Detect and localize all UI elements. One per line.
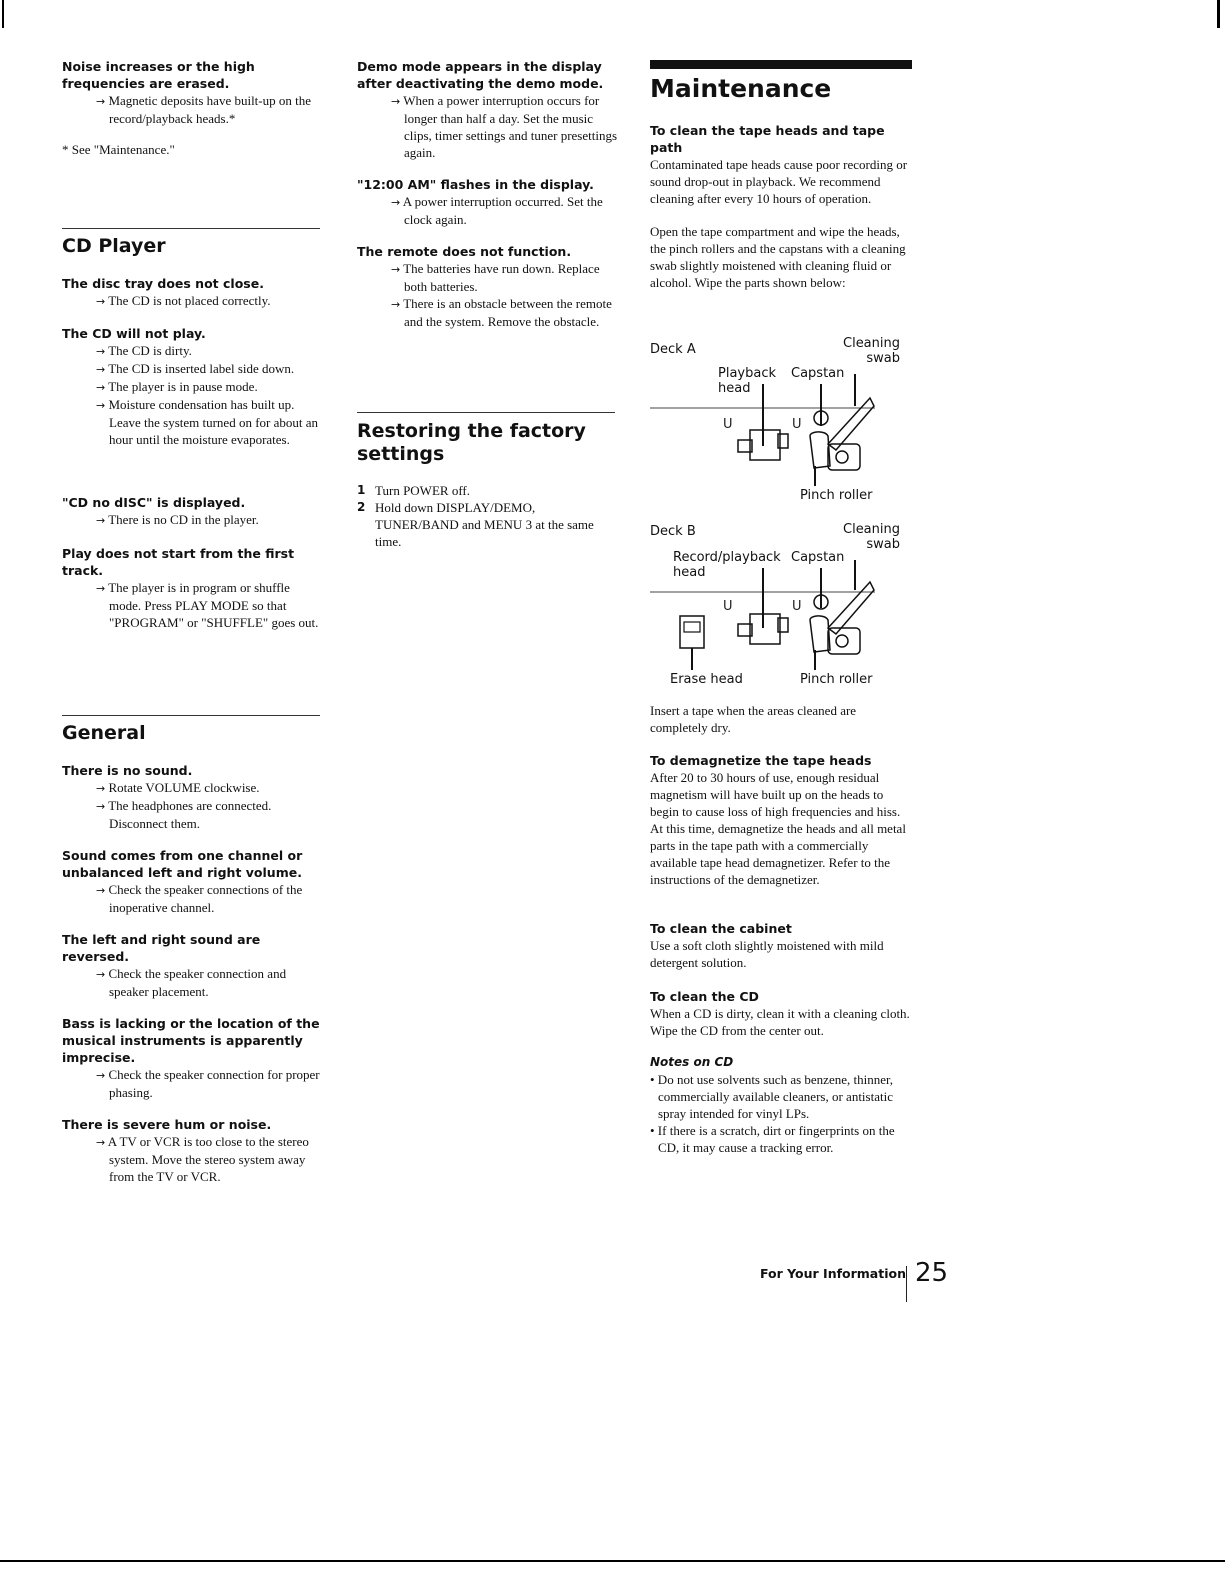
divider	[62, 715, 320, 716]
arrow-icon: →	[391, 95, 401, 108]
arrow-icon: →	[96, 968, 106, 981]
answer-text: The CD is dirty.	[108, 343, 192, 358]
question-title: "12:00 AM" flashes in the display.	[357, 177, 594, 192]
erase-label: Erase head	[670, 672, 743, 687]
clean-cabinet	[650, 920, 912, 971]
faq-first-track	[62, 545, 324, 631]
notes-list	[650, 1071, 912, 1156]
arrow-icon: →	[391, 298, 401, 311]
footer-section-label: For Your Information	[760, 1266, 906, 1281]
answer	[391, 260, 619, 330]
question-title: There is no sound.	[62, 763, 193, 778]
faq-noise	[62, 58, 324, 127]
roller-label: Pinch roller	[800, 488, 873, 503]
faq-play	[62, 325, 324, 448]
arrow-icon: →	[96, 1136, 106, 1149]
page-number: 25	[915, 1258, 949, 1288]
question-title: The left and right sound are reversed.	[62, 932, 261, 964]
question-title: The CD will not play.	[62, 326, 206, 341]
svg-text:U: U	[723, 599, 733, 614]
answer-text: The player is in program or shuffle mode. Press PLAY MODE so that "PROGRAM" or "SHUFFLE" goes out.	[108, 580, 319, 630]
arrow-icon: →	[96, 95, 106, 108]
arrow-icon: →	[96, 381, 106, 394]
answer-text: The headphones are connected. Disconnect them.	[108, 798, 272, 831]
answer-text: Check the speaker connection and speaker placement.	[108, 966, 287, 999]
faq-tray	[62, 275, 324, 310]
deck-b-drawing	[650, 520, 910, 692]
section-title-restoring: Restoring the factory settings	[357, 420, 586, 465]
answer	[96, 92, 324, 127]
scan-edge-mark-left	[2, 0, 4, 28]
svg-text:U: U	[723, 417, 733, 432]
answer-text: The player is in pause mode.	[108, 379, 258, 394]
step-number: 2	[357, 500, 366, 514]
divider	[357, 412, 615, 413]
question-title: Demo mode appears in the display after deactivating the demo mode.	[357, 59, 604, 91]
notes-on-cd	[650, 1054, 912, 1156]
answer	[96, 779, 324, 832]
demagnetize	[650, 752, 912, 888]
paragraph: Use a soft cloth slightly moistened with mild detergent solution.	[650, 938, 884, 970]
answer	[96, 881, 324, 916]
svg-text:U: U	[792, 417, 802, 432]
step-item	[357, 499, 619, 550]
clean-heads	[650, 122, 912, 291]
paragraph: After 20 to 30 hours of use, enough residual magnetism will have built up on the heads to begin to cause loss of high frequencies and hiss. At this time, demagnetize the heads and all metal parts in the tape path with a commercially available tape head demagnetizer. Refer to the instructions of the demagnetizer.	[650, 770, 906, 887]
step-text: Turn POWER off.	[375, 483, 470, 498]
capstan-label: Capstan	[791, 366, 845, 381]
answer	[96, 342, 324, 448]
answer-text: Check the speaker connections of the inoperative channel.	[108, 882, 303, 915]
answer	[96, 292, 324, 310]
answer-text: When a power interruption occurs for longer than half a day. Set the music clips, timer settings and tuner presettings again.	[403, 93, 618, 160]
answer-text: The batteries have run down. Replace both batteries.	[403, 261, 600, 294]
faq-one-channel	[62, 847, 324, 916]
arrow-icon: →	[96, 782, 106, 795]
paragraph: When a CD is dirty, clean it with a cleaning cloth. Wipe the CD from the center out.	[650, 1006, 910, 1038]
paragraph: Contaminated tape heads cause poor recording or sound drop-out in playback. We recommend cleaning after every 10 hours of operation.	[650, 157, 908, 206]
footer-divider	[906, 1266, 907, 1302]
subsection-title: To clean the CD	[650, 989, 759, 1004]
deck-label: Deck B	[650, 524, 696, 539]
step-item	[357, 482, 619, 499]
arrow-icon: →	[96, 514, 106, 527]
arrow-icon: →	[96, 884, 106, 897]
answer	[96, 965, 324, 1000]
svg-text:U: U	[792, 599, 802, 614]
scan-bottom-line	[0, 1560, 1225, 1562]
faq-remote	[357, 243, 619, 330]
list-item: • If there is a scratch, dirt or fingerprints on the CD, it may cause a tracking error.	[650, 1123, 895, 1155]
answer-text: The CD is inserted label side down.	[108, 361, 295, 376]
arrow-icon: →	[96, 800, 106, 813]
scan-edge-mark-right	[1217, 0, 1220, 28]
maintenance-bar	[650, 60, 912, 69]
answer	[391, 193, 619, 228]
question-title: There is severe hum or noise.	[62, 1117, 272, 1132]
roller-label: Pinch roller	[800, 672, 873, 687]
head-label: Record/playback head	[673, 550, 781, 580]
deck-a-drawing	[650, 336, 910, 508]
answer-text: Magnetic deposits have built-up on the record/playback heads.*	[108, 93, 312, 126]
paragraph: Open the tape compartment and wipe the heads, the pinch rollers and the capstans with a cleaning swab slightly moistened with cleaning fluid or alcohol. Wipe the parts shown below:	[650, 224, 906, 290]
head-label: Playback head	[718, 366, 777, 396]
question-title: The remote does not function.	[357, 244, 572, 259]
answer-text: There is no CD in the player.	[108, 512, 259, 527]
deck-a-diagram	[650, 336, 910, 508]
swab-label: Cleaning swab	[843, 522, 900, 552]
swab-label: Cleaning swab	[843, 336, 900, 366]
restore-steps	[357, 482, 619, 550]
answer	[391, 92, 619, 161]
answer-text: There is an obstacle between the remote and the system. Remove the obstacle.	[403, 296, 612, 329]
answer-text: Check the speaker connection for proper phasing.	[108, 1067, 320, 1100]
faq-clock	[357, 176, 619, 228]
answer-text: Moisture condensation has built up.	[108, 397, 295, 412]
answer-text: A TV or VCR is too close to the stereo system. Move the stereo system away from the TV or VCR.	[107, 1134, 309, 1184]
arrow-icon: →	[96, 1069, 106, 1082]
question-title: The disc tray does not close.	[62, 276, 264, 291]
faq-hum	[62, 1116, 324, 1185]
section-title-maintenance: Maintenance	[650, 74, 832, 103]
faq-reversed	[62, 931, 324, 1000]
clean-cd	[650, 988, 912, 1039]
section-title-cd-player: CD Player	[62, 235, 166, 257]
section-title-general: General	[62, 722, 146, 744]
answer-text: Leave the system turned on for about an hour until the moisture evaporates.	[109, 415, 319, 447]
answer-text: A power interruption occurred. Set the clock again.	[402, 194, 603, 227]
subsection-title: To clean the tape heads and tape path	[650, 123, 885, 155]
step-number: 1	[357, 483, 366, 497]
footnote: * See "Maintenance."	[62, 142, 175, 157]
faq-no-disc	[62, 494, 324, 529]
arrow-icon: →	[96, 399, 106, 412]
divider	[62, 228, 320, 229]
faq-demo	[357, 58, 619, 161]
arrow-icon: →	[96, 582, 106, 595]
deck-b-diagram	[650, 520, 910, 692]
question-title: Play does not start from the first track.	[62, 546, 295, 578]
notes-title: Notes on CD	[650, 1055, 734, 1069]
arrow-icon: →	[391, 263, 401, 276]
answer	[96, 1066, 324, 1101]
list-item: • Do not use solvents such as benzene, thinner, commercially available cleaners, or antistatic spray intended for vinyl LPs.	[650, 1072, 894, 1121]
answer	[96, 579, 324, 631]
question-title: Bass is lacking or the location of the musical instruments is apparently imprecise.	[62, 1016, 320, 1065]
answer-text: Rotate VOLUME clockwise.	[108, 780, 260, 795]
answer	[96, 1133, 324, 1185]
step-text: Hold down DISPLAY/DEMO, TUNER/BAND and MENU 3 at the same time.	[375, 500, 594, 549]
capstan-label: Capstan	[791, 550, 845, 565]
answer-text: The CD is not placed correctly.	[108, 293, 271, 308]
arrow-icon: →	[391, 196, 401, 209]
arrow-icon: →	[96, 295, 106, 308]
faq-bass	[62, 1015, 324, 1101]
deck-label: Deck A	[650, 342, 696, 357]
paragraph: Insert a tape when the areas cleaned are completely dry.	[650, 703, 857, 735]
arrow-icon: →	[96, 363, 106, 376]
arrow-icon: →	[96, 345, 106, 358]
question-title: Noise increases or the high frequencies are erased.	[62, 59, 255, 91]
subsection-title: To demagnetize the tape heads	[650, 753, 872, 768]
question-title: Sound comes from one channel or unbalanced left and right volume.	[62, 848, 303, 880]
answer	[96, 511, 324, 529]
subsection-title: To clean the cabinet	[650, 921, 792, 936]
question-title: "CD no dISC" is displayed.	[62, 495, 246, 510]
faq-no-sound	[62, 762, 324, 832]
